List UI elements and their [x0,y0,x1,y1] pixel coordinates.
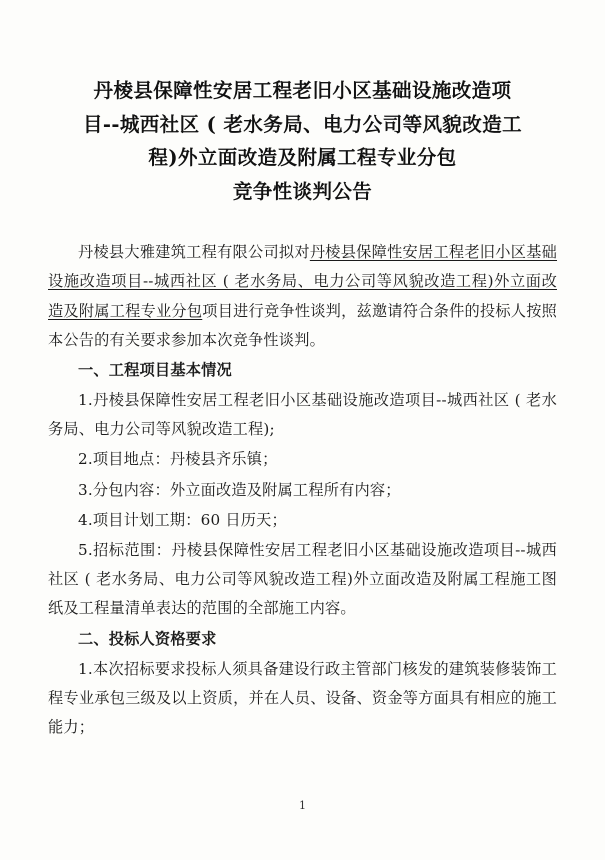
section-1-item-4: 4.项目计划工期：60 日历天； [78,510,287,529]
intro-tail: 项目进行竞争性谈判，兹邀请符合条件的投标人按照本公告的有关要求参加本次竞争性谈判。 [48,301,558,349]
document-title [48,74,557,208]
section-1-heading: 一、工程项目基本情况 [78,360,232,379]
title-line-4: 竞争性谈判公告 [232,179,373,203]
intro-paragraph [48,238,557,355]
section-1-item-5: 5.招标范围：丹棱县保障性安居工程老旧小区基础设施改造项目--城西社区 ( 老水务局、电力公司等风貌改造工程)外立面改造及附属工程施工图纸及工程量清单表达的范围的全部施工内容。 [48,541,557,618]
intro-underlined-project-name: 丹棱县保障性安居工程老旧小区基础设施改造项目--城西社区 ( 老水务局、电力公司等风貌改造工程)外立面改造及附属工程专业分包 [48,243,558,320]
page-number: 1 [299,799,306,812]
title-line-3: 程)外立面改造及附属工程专业分包 [148,146,457,170]
section-1-item-3: 3.分包内容：外立面改造及附属工程所有内容； [78,480,401,499]
section-1-item-1: 1.丹棱县保障性安居工程老旧小区基础设施改造项目--城西社区 ( 老水务局、电力公司等风貌改造工程); [48,391,557,439]
section-2-item-1: 1.本次招标要求投标人须具备建设行政主管部门核发的建筑装修装饰工程专业承包三级及以上资质，并在人员、设备、资金等方面具有相应的施工能力； [48,659,557,737]
document-body [48,238,557,742]
title-line-1: 丹棱县保障性安居工程老旧小区基础设施改造项 [93,79,512,102]
title-line-2: 目--城西社区 ( 老水务局、电力公司等风貌改造工 [83,112,522,136]
section-1-item-2: 2.项目地点：丹棱县齐乐镇； [78,450,278,469]
section-2-heading: 二、投标人资格要求 [78,629,217,648]
intro-lead: 丹棱县大雅建筑工程有限公司拟对 [78,243,310,262]
